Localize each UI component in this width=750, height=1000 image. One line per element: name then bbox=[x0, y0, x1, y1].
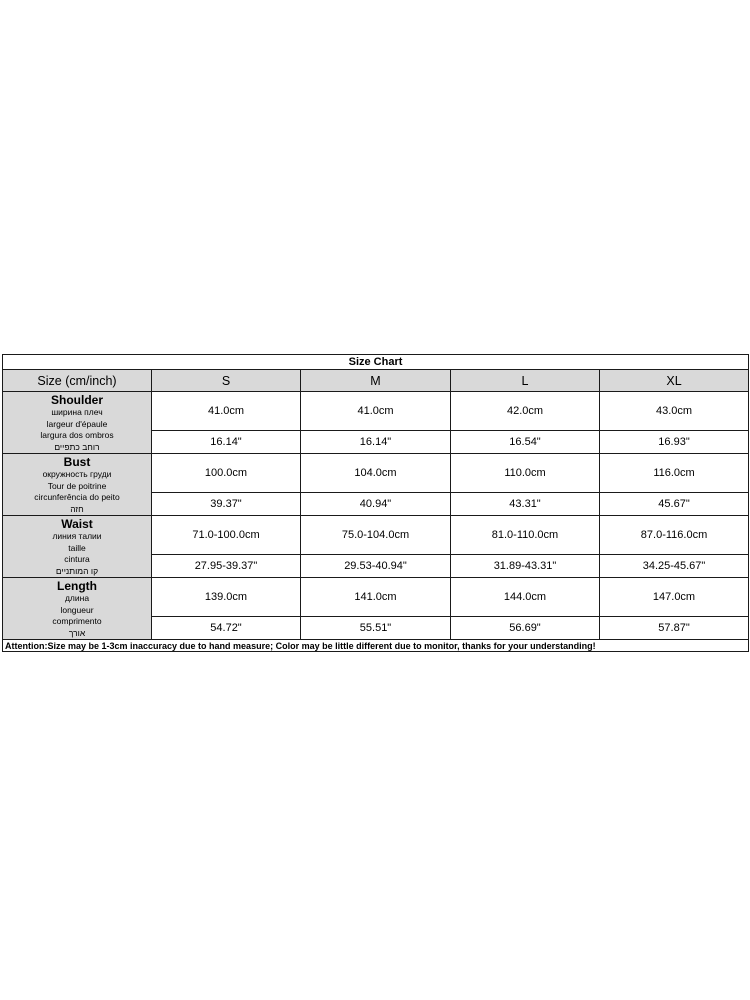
measure-translation: חזה bbox=[70, 503, 84, 514]
cm-value: 110.0cm bbox=[451, 454, 600, 493]
size-header-s: S bbox=[152, 370, 301, 392]
size-header-m: M bbox=[301, 370, 451, 392]
measure-translation: cintura bbox=[64, 554, 90, 564]
measure-translation: רוחב כתפיים bbox=[54, 441, 100, 452]
inch-value: 16.93" bbox=[600, 430, 749, 453]
cm-value: 104.0cm bbox=[301, 454, 451, 493]
inch-value: 27.95-39.37" bbox=[152, 554, 301, 577]
cm-value: 81.0-110.0cm bbox=[451, 516, 600, 555]
header-row bbox=[3, 370, 749, 392]
inch-value: 56.69" bbox=[451, 616, 600, 639]
cm-value: 41.0cm bbox=[301, 392, 451, 431]
cm-value: 42.0cm bbox=[451, 392, 600, 431]
cm-value: 100.0cm bbox=[152, 454, 301, 493]
measure-name: Length bbox=[57, 579, 97, 593]
measure-translation: линия талии bbox=[52, 531, 102, 541]
cm-value: 75.0-104.0cm bbox=[301, 516, 451, 555]
measure-translation: longueur bbox=[60, 604, 94, 615]
measure-translation: largura dos ombros bbox=[40, 430, 114, 440]
size-header-xl: XL bbox=[600, 370, 749, 392]
chart-title: Size Chart bbox=[3, 355, 749, 370]
inch-value: 16.54" bbox=[451, 430, 600, 453]
measure-translation: circunferência do peito bbox=[34, 492, 120, 502]
inch-value: 34.25-45.67" bbox=[600, 554, 749, 577]
measure-translation: taille bbox=[68, 542, 86, 553]
measure-translation: אורך bbox=[68, 627, 86, 638]
cm-value: 144.0cm bbox=[451, 578, 600, 617]
cm-value: 141.0cm bbox=[301, 578, 451, 617]
note-row bbox=[3, 640, 749, 652]
inch-value: 16.14" bbox=[301, 430, 451, 453]
cm-value: 87.0-116.0cm bbox=[600, 516, 749, 555]
measure-translation: окружность груди bbox=[42, 469, 112, 479]
cm-value: 71.0-100.0cm bbox=[152, 516, 301, 555]
title-row bbox=[3, 355, 749, 370]
measure-name: Bust bbox=[63, 455, 91, 469]
cm-value: 139.0cm bbox=[152, 578, 301, 617]
inch-value: 40.94" bbox=[301, 492, 451, 515]
measure-translation: Tour de poitrine bbox=[47, 480, 107, 491]
measure-label-waist bbox=[3, 516, 152, 578]
inch-value: 55.51" bbox=[301, 616, 451, 639]
measure-name: Shoulder bbox=[50, 393, 103, 407]
inch-value: 39.37" bbox=[152, 492, 301, 515]
measure-label-length bbox=[3, 578, 152, 640]
measure-label-shoulder bbox=[3, 392, 152, 454]
cm-value: 116.0cm bbox=[600, 454, 749, 493]
table-row bbox=[3, 516, 749, 555]
table-row bbox=[3, 454, 749, 493]
attention-note: Attention:Size may be 1-3cm inaccuracy due to hand measure; Color may be little different due to monitor, thanks for your understanding! bbox=[3, 640, 749, 652]
size-header-l: L bbox=[451, 370, 600, 392]
inch-value: 57.87" bbox=[600, 616, 749, 639]
inch-value: 54.72" bbox=[152, 616, 301, 639]
inch-value: 31.89-43.31" bbox=[451, 554, 600, 577]
measure-translation: קו המותניים bbox=[55, 565, 99, 576]
cm-value: 41.0cm bbox=[152, 392, 301, 431]
measure-translation: largeur d'épaule bbox=[46, 418, 108, 429]
size-unit-header: Size (cm/inch) bbox=[3, 370, 152, 392]
inch-value: 29.53-40.94" bbox=[301, 554, 451, 577]
measure-translation: comprimento bbox=[52, 616, 102, 626]
size-chart-table bbox=[2, 354, 749, 652]
measure-translation: длина bbox=[64, 593, 90, 603]
measure-label-bust bbox=[3, 454, 152, 516]
measure-translation: ширина плеч bbox=[51, 407, 103, 417]
table-row bbox=[3, 578, 749, 617]
inch-value: 16.14" bbox=[152, 430, 301, 453]
table-row bbox=[3, 392, 749, 431]
measure-name: Waist bbox=[61, 517, 93, 531]
cm-value: 147.0cm bbox=[600, 578, 749, 617]
cm-value: 43.0cm bbox=[600, 392, 749, 431]
inch-value: 45.67" bbox=[600, 492, 749, 515]
inch-value: 43.31" bbox=[451, 492, 600, 515]
